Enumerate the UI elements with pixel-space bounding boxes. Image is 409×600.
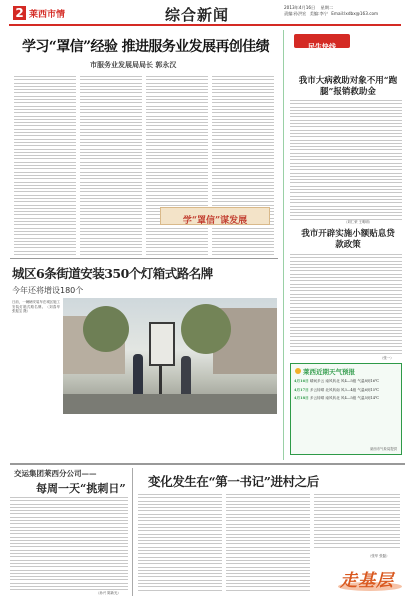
top-story-body-col1 [14,76,76,256]
divider-top [10,258,278,259]
bottom-story-col1 [138,494,222,596]
pull-quote-box [160,207,270,225]
masthead [0,0,409,26]
top-story-body-col4 [212,76,274,256]
road [63,394,277,414]
tree-right [181,304,231,354]
corner-logo-text: 走基层 [340,571,394,591]
weather-source: 莱西市气象局提供 [369,447,397,451]
sidebar-item2-byline: （张一） [380,356,394,360]
weather-sun-icon [295,368,301,374]
left-story-body [10,497,128,595]
divider-mid [10,463,405,465]
masthead-info [284,5,406,17]
left-story-byline: （孙兴 陈新光） [96,591,121,595]
weather-row [294,388,398,393]
photo-caption-box [12,300,60,412]
bottom-story-col2 [226,494,310,596]
photo-story-headline: 城区6条街道安装350个灯箱式路名牌 [12,266,213,281]
page-number: 2 [13,6,26,20]
date-line: 2013年4月16日 [284,5,316,10]
sidebar-item2-title: 我市开辟实施小额贴息贷款政策 [301,229,395,250]
corner-logo [336,562,404,596]
weather-list [294,379,398,405]
weather-box [290,363,402,455]
bottom-story-col3 [314,494,400,552]
weather-row [294,379,398,384]
sidebar-label-box [294,34,350,51]
sidebar [283,30,406,460]
sign-box [149,322,175,366]
top-story-subheadline: 市服务业发展局局长 郭永汉 [90,60,177,69]
weather-day: 4月16日 [294,379,309,383]
weather-text: 多云转晴 北风转南 风3—4级 气温6到15℃ [309,387,380,392]
left-story-kicker: 交运集团莱西分公司—— [14,469,97,478]
page-title: 综合新闻 [165,6,230,24]
sidebar-item2-body [290,254,402,357]
photo-caption: 日前，一辆辆安装车在城区施工安装灯箱式路名牌。（刘春华 张振宝 摄） [12,300,60,314]
weather-row [294,396,398,401]
top-story-body-col2 [80,76,142,256]
sidebar-item1-byline: （刘仁荣 王明明） [344,220,373,224]
section-name: 莱西市情 [29,10,66,20]
sidebar-item1-body [290,100,402,224]
weather-day: 4月17日 [294,387,309,392]
design-line: 美编:李宁 [309,11,328,16]
sidebar-label: 民生快线 [308,43,336,51]
divider-vertical [132,468,133,596]
pull-quote: 学“罩信”谋发展 [182,216,248,226]
sidebar-item1-title: 我市大病救助对象不用“跑腿”报销救助金 [298,76,398,97]
masthead-rule [9,24,401,26]
bottom-story-byline: （张华 张磊） [368,554,390,558]
top-story-body-col3 [146,76,208,256]
weather-day: 4月18日 [294,396,309,401]
editor-line: 责编:孙洪宏 [284,11,307,16]
worker-left [133,354,143,394]
weather-text: 晴间多云 南风转北 风4—5级 气温8到16℃ [309,379,380,383]
top-story-headline: 学习“罩信”经验 推进服务业发展再创佳绩 [22,39,269,55]
tree-left [83,306,129,352]
left-story-headline: 每周一天“挑刺日” [36,482,126,495]
bottom-story-headline: 变化发生在“第一书记”进村之后 [148,474,319,489]
weather-title: 莱西近期天气预报 [303,368,355,376]
street-photo [63,298,277,414]
weather-text: 多云转晴 南风转北 风4—5级 气温5到14℃ [309,396,380,401]
worker-right [181,356,191,394]
weekday: 星期二 [320,5,334,10]
photo-story-subheadline: 今年还将增设180个 [12,286,84,295]
email-line: Email:lxdbx@163.com [331,11,379,16]
